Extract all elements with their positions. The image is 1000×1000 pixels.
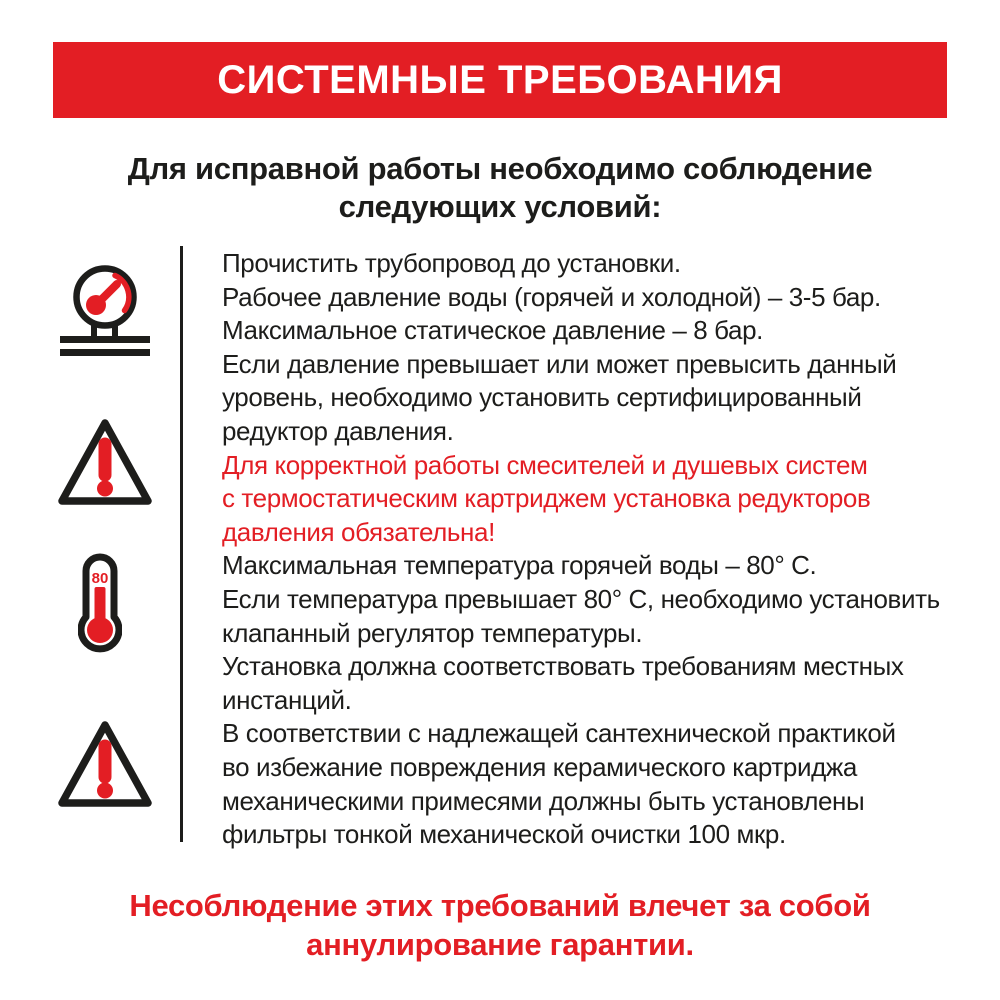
requirement-line: Если давление превышает или может превысить данный (222, 348, 897, 379)
warranty-line-1: Несоблюдение этих требований влечет за собой (129, 888, 871, 923)
requirement-line: В соответствии с надлежащей сантехнической практикой (222, 718, 896, 749)
requirement-line: Для корректной работы смесителей и душевых систем (222, 449, 868, 480)
requirement-line: редуктор давления. (222, 415, 454, 446)
requirement-line: во избежание повреждения керамического картриджа (222, 751, 857, 782)
title-banner (53, 42, 947, 118)
requirement-line: уровень, необходимо установить сертифицированный (222, 382, 862, 413)
requirement-line: инстанций. (222, 684, 352, 715)
requirements-text (222, 247, 982, 852)
requirement-line: Прочистить трубопровод до установки. (222, 248, 681, 278)
requirement-line: фильтры тонкой механической очистки 100 мкр. (222, 819, 786, 850)
vertical-divider (180, 246, 183, 842)
intro-line-1: Для исправной работы необходимо соблюдение (127, 151, 873, 186)
warning-triangle-icon (55, 416, 155, 510)
requirement-line: с термостатическим картриджем установка редукторов (222, 483, 871, 514)
requirement-line: Рабочее давление воды (горячей и холодной) – 3-5 бар. (222, 281, 881, 312)
icon-column (0, 0, 180, 1000)
pressure-gauge-icon (58, 262, 154, 362)
warranty-line-2: аннулирование гарантии. (306, 927, 694, 962)
thermometer-icon (78, 553, 122, 653)
requirement-line: Если температура превышает 80° C, необходимо установить (222, 583, 940, 614)
page-title: СИСТЕМНЫЕ ТРЕБОВАНИЯ (217, 57, 783, 102)
requirement-line: Максимальное статическое давление – 8 бар. (222, 315, 763, 346)
requirement-line: механическими примесями должны быть установлены (222, 785, 865, 816)
thermometer-label: 80 (91, 570, 109, 587)
requirement-line: Установка должна соответствовать требованиям местных (222, 651, 904, 682)
requirement-line: клапанный регулятор температуры. (222, 617, 643, 648)
requirement-line: Максимальная температура горячей воды – 80° C. (222, 550, 817, 581)
intro-line-2: следующих условий: (338, 189, 662, 224)
requirement-line: давления обязательна! (222, 516, 495, 547)
warning-triangle-icon (55, 718, 155, 812)
warranty-warning (0, 886, 1000, 964)
